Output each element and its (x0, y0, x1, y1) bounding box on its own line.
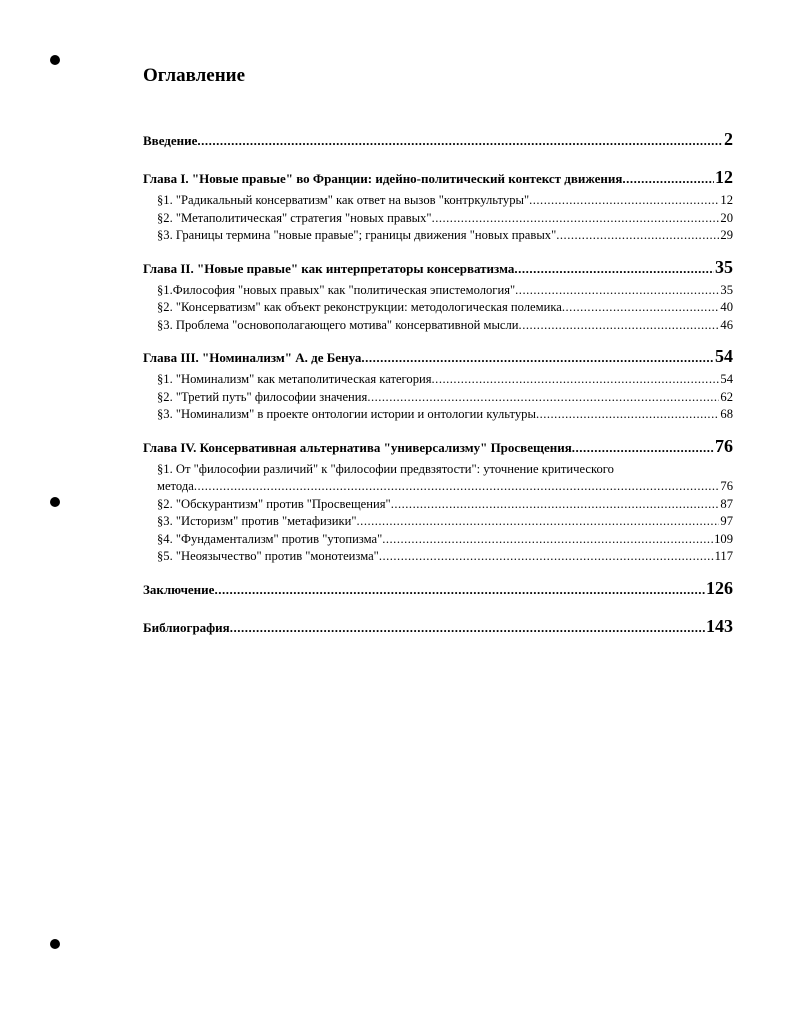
section-label: §3. Проблема "основополагающего мотива" консервативной мысли (157, 317, 519, 332)
punch-hole-middle (50, 497, 60, 507)
section-entry (157, 192, 733, 210)
dot-leader (515, 282, 719, 300)
section-label-continued: метода (157, 479, 194, 493)
section-page: 76 (720, 479, 733, 493)
chapter-label: Глава III. "Номинализм" А. де Бенуа (143, 350, 362, 365)
table-of-contents (143, 126, 733, 641)
section-label: §2. "Метаполитическая" стратегия "новых правых" (157, 210, 432, 225)
section-entry (157, 548, 733, 566)
punch-hole-bottom (50, 939, 60, 949)
section-label: §2. "Консерватизм" как объект реконструкции: методологическая полемика (157, 300, 562, 314)
dot-leader (622, 166, 714, 192)
section-page: 40 (720, 300, 733, 314)
section-entry (157, 371, 733, 389)
section-label: §3. "Номинализм" в проекте онтологии истории и онтологии культуры (157, 407, 536, 421)
chapter-page: 12 (715, 167, 733, 187)
toc-entry-conclusion (143, 575, 733, 603)
section-label: §1.Философия "новых правых" как "политическая эпистемология" (157, 282, 516, 297)
dot-leader (536, 406, 719, 424)
toc-entry-label: Библиография (143, 619, 230, 635)
section-page: 62 (720, 389, 733, 404)
section-entry (157, 496, 733, 514)
dot-leader (514, 256, 714, 282)
dot-leader (230, 615, 705, 641)
section-entry (157, 461, 733, 496)
section-page: 29 (720, 228, 733, 242)
section-entry (157, 299, 733, 317)
section-page: 68 (720, 407, 733, 421)
section-label: §2. "Обскурантизм" против "Просвещения" (157, 496, 391, 511)
dot-leader (361, 345, 714, 371)
dot-leader (357, 513, 720, 531)
chapter-4 (143, 433, 733, 566)
section-page: 97 (720, 514, 733, 528)
section-page: 46 (720, 317, 733, 332)
punch-hole-top (50, 55, 60, 65)
toc-entry-page: 2 (724, 129, 733, 149)
chapter-label: Глава IV. Консервативная альтернатива "универсализму" Просвещения (143, 439, 572, 455)
section-entry (157, 406, 733, 424)
toc-entry-intro (143, 126, 733, 154)
section-page: 117 (714, 549, 733, 563)
chapter-heading (143, 343, 733, 371)
section-label: §1. От "философии различий" к "философии предвзятости": уточнение критического (157, 461, 614, 476)
section-label: §5. "Неоязычество" против "монотеизма" (157, 549, 379, 563)
section-label: §2. "Третий путь" философии значения (157, 389, 368, 404)
toc-entry-page: 143 (706, 615, 733, 636)
toc-entry-page: 126 (706, 577, 733, 598)
dot-leader (382, 531, 713, 549)
section-page: 12 (720, 193, 733, 207)
dot-leader (379, 548, 714, 566)
dot-leader (194, 478, 720, 496)
dot-leader (432, 371, 720, 389)
section-entry (157, 210, 733, 228)
chapter-2 (143, 254, 733, 335)
chapter-heading (143, 164, 733, 192)
chapter-3 (143, 343, 733, 424)
toc-entry-bibliography (143, 613, 733, 641)
chapter-label: Глава II. "Новые правые" как интерпретаторы консерватизма (143, 260, 515, 276)
section-page: 87 (720, 496, 733, 511)
chapter-heading (143, 254, 733, 282)
section-entry (157, 317, 733, 335)
section-entry (157, 227, 733, 245)
section-label: §1. "Номинализм" как метаполитическая категория (157, 372, 432, 386)
section-entry (157, 282, 733, 300)
chapter-1 (143, 164, 733, 245)
section-page: 54 (720, 372, 733, 386)
dot-leader (519, 317, 720, 335)
section-label: §3. Границы термина "новые правые"; границы движения "новых правых" (157, 228, 557, 242)
section-entry (157, 389, 733, 407)
dot-leader (562, 299, 720, 317)
dot-leader (367, 389, 719, 407)
chapter-label: Глава I. "Новые правые" во Франции: идейно-политический контекст движения (143, 171, 623, 186)
chapter-heading (143, 433, 733, 461)
section-page: 109 (714, 531, 733, 546)
dot-leader (197, 128, 723, 154)
dot-leader (529, 192, 719, 210)
section-entry (157, 531, 733, 549)
dot-leader (432, 210, 720, 228)
dot-leader (214, 577, 705, 603)
section-page: 35 (720, 282, 733, 297)
dot-leader (556, 227, 719, 245)
dot-leader (572, 435, 714, 461)
chapter-page: 54 (715, 346, 733, 366)
toc-entry-label: Заключение (143, 581, 215, 597)
chapter-page: 35 (715, 256, 733, 277)
toc-entry-label: Введение (143, 133, 198, 148)
section-entry (157, 513, 733, 531)
dot-leader (391, 496, 720, 514)
section-label: §1. "Радикальный консерватизм" как ответ на вызов "контркультуры" (157, 193, 530, 207)
section-label: §3. "Историзм" против "метафизики" (157, 514, 357, 528)
page-title: Оглавление (143, 65, 246, 86)
section-label: §4. "Фундаментализм" против "утопизма" (157, 531, 383, 546)
chapter-page: 76 (715, 435, 733, 456)
section-page: 20 (720, 210, 733, 225)
